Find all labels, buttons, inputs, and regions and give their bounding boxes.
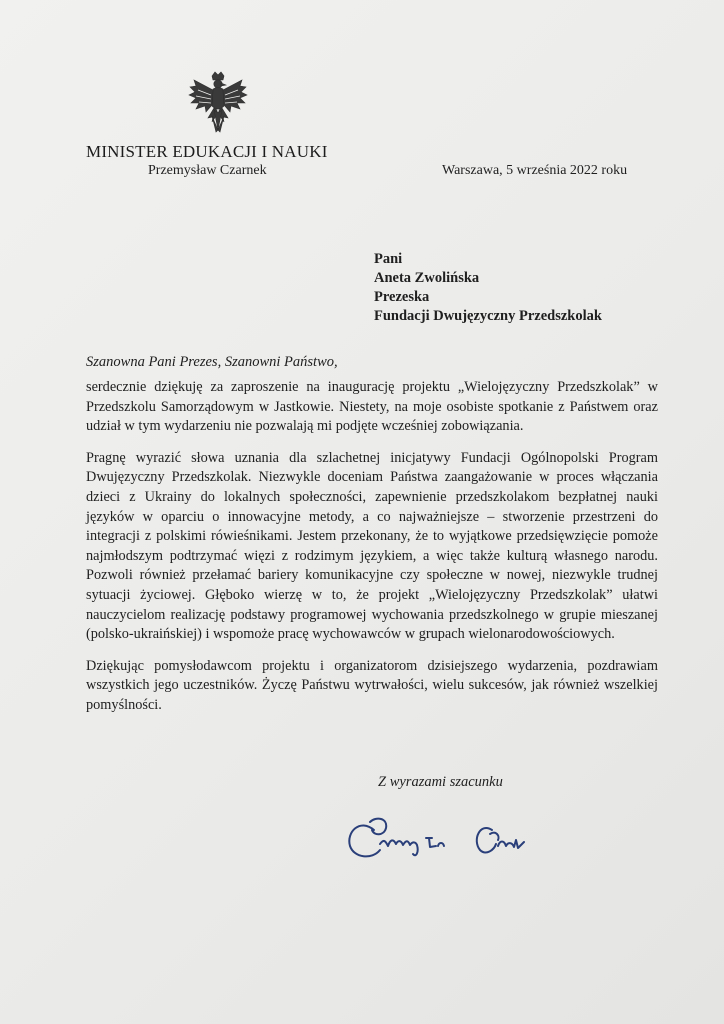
handwritten-signature: [340, 800, 570, 880]
letter-body: [86, 378, 658, 728]
recipient-line: Pani: [374, 251, 403, 267]
salutation: Szanowna Pani Prezes, Szanowni Państwo,: [86, 354, 338, 370]
recipient-line: Aneta Zwolińska: [374, 270, 480, 286]
body-paragraph: Pragnę wyrazić słowa uznania dla szlachetnej inicjatywy Fundacji Ogólnopolski Program Dwujęzyczny Przedszkolak. Niezwykle doceniam Państwa zaangażowanie w proces włączania dzieci z Ukrainy do lokalnych społeczności, zapewnienie przedszkolakom bezpłatnej nauki języków w oparciu o innowacyjne metody, a co najważniejsze – stworzenie przestrzeni do integracji z polskimi rówieśnikami. Jestem przekonany, że to wyjątkowe przedsięwzięcie pomoże najmłodszym podtrzymać więzi z rodzimym językiem, a więc także kulturą własnego narodu. Pozwoli również przełamać bariery komunikacyjne czy społeczne w nowej, niezwykle trudnej sytuacji życiowej. Głęboko wierzę w to, że projekt „Wielojęzyczny Przedszkolak” ułatwi nauczycielom realizację podstawy programowej wychowania przedszkolnego w grupie mieszanej (polsko-ukraińskiej) i wspomoże pracę wychowawców w grupach wielonarodowościowych.: [86, 449, 658, 643]
recipient-line: Fundacji Dwujęzyczny Przedszkolak: [374, 308, 602, 324]
place-and-date: Warszawa, 5 września 2022 roku: [442, 163, 628, 178]
recipient-line: Prezeska: [374, 289, 430, 305]
minister-name: Przemysław Czarnek: [148, 163, 267, 178]
body-paragraph: serdecznie dziękuję za zaproszenie na inaugurację projektu „Wielojęzyczny Przedszkolak” w Przedszkolu Samorządowym w Jastkowie. Niestety, na moje osobiste spotkanie z Państwem oraz udział w tym wydarzeniu nie pozwalają mi podjęte wcześniej zobowiązania.: [86, 379, 658, 435]
recipient-block: [374, 250, 602, 326]
white-eagle-emblem-icon: [186, 70, 250, 138]
ministry-title: MINISTER EDUKACJI I NAUKI: [86, 142, 328, 161]
closing-phrase: Z wyrazami szacunku: [378, 774, 503, 790]
body-paragraph: Dziękując pomysłodawcom projektu i organizatorom dzisiejszego wydarzenia, pozdrawiam wszystkich jego uczestników. Życzę Państwu wytrwałości, wielu sukcesów, jak również wszelkiej pomyślności.: [86, 657, 658, 713]
